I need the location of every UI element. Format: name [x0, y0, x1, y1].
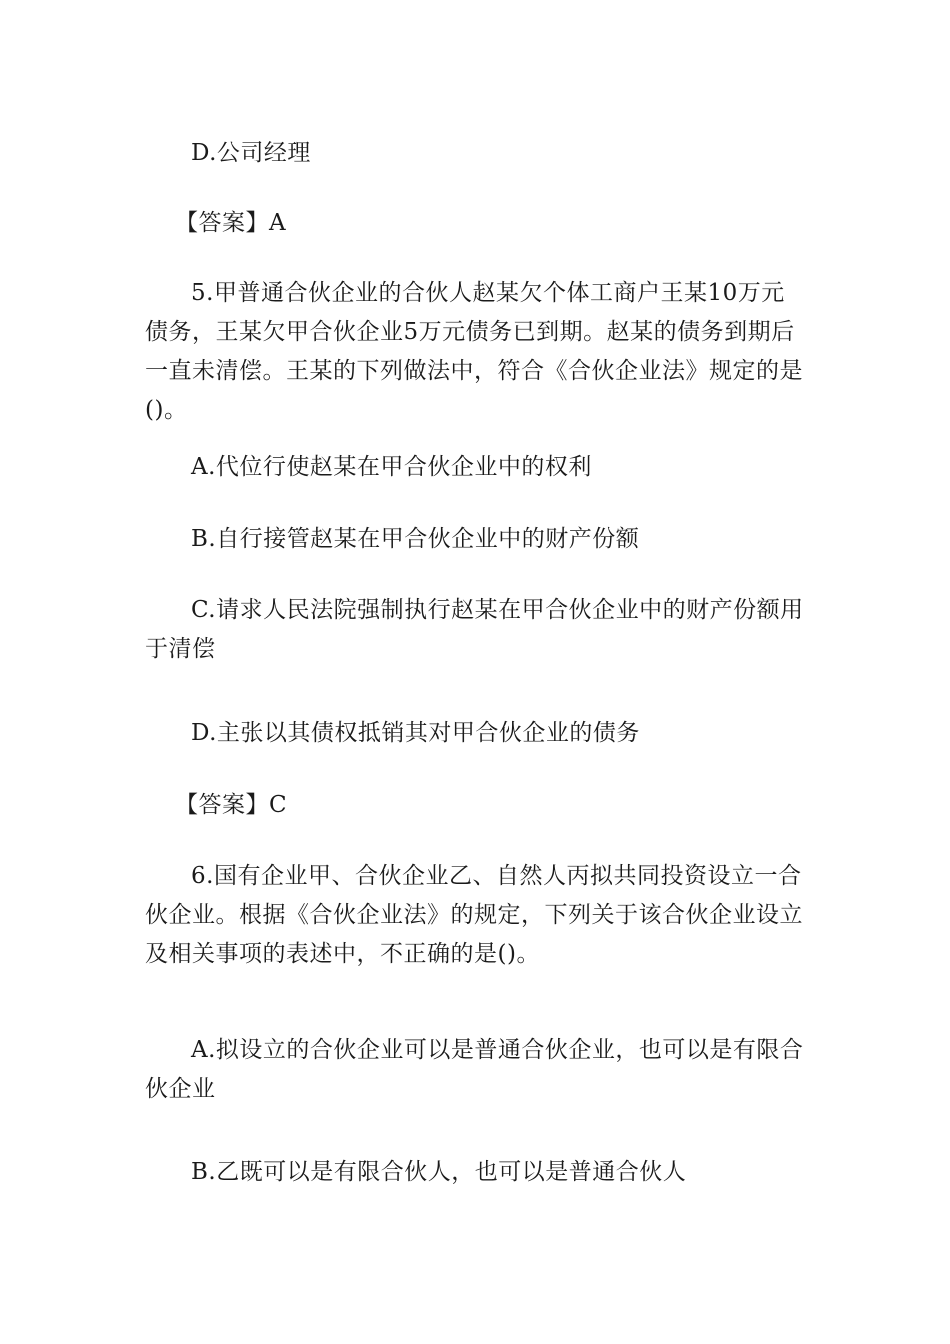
option-d-q4: D.公司经理 — [191, 140, 311, 166]
question-6: 6.国有企业甲、合伙企业乙、自然人丙拟共同投资设立一合伙企业。根据《合伙企业法》的规定，下列关于该合伙企业设立及相关事项的表述中，不正确的是()。 — [145, 863, 803, 967]
answer-q5: 【答案】C — [175, 792, 288, 818]
option-a-q6: A.拟设立的合伙企业可以是普通合伙企业，也可以是有限合伙企业 — [145, 1037, 804, 1102]
option-a-q5: A.代位行使赵某在甲合伙企业中的权利 — [191, 454, 592, 480]
answer-q4: 【答案】A — [175, 210, 287, 236]
option-b-q5: B.自行接管赵某在甲合伙企业中的财产份额 — [191, 526, 640, 552]
option-d-q5: D.主张以其债权抵销其对甲合伙企业的债务 — [191, 720, 640, 746]
option-c-q5: C.请求人民法院强制执行赵某在甲合伙企业中的财产份额用于清偿 — [145, 597, 804, 662]
question-5: 5.甲普通合伙企业的合伙人赵某欠个体工商户王某10万元债务，王某欠甲合伙企业5万元债务已到期。赵某的债务到期后一直未清偿。王某的下列做法中，符合《合伙企业法》规定的是()。 — [145, 280, 803, 423]
option-b-q6: B.乙既可以是有限合伙人，也可以是普通合伙人 — [191, 1159, 687, 1185]
